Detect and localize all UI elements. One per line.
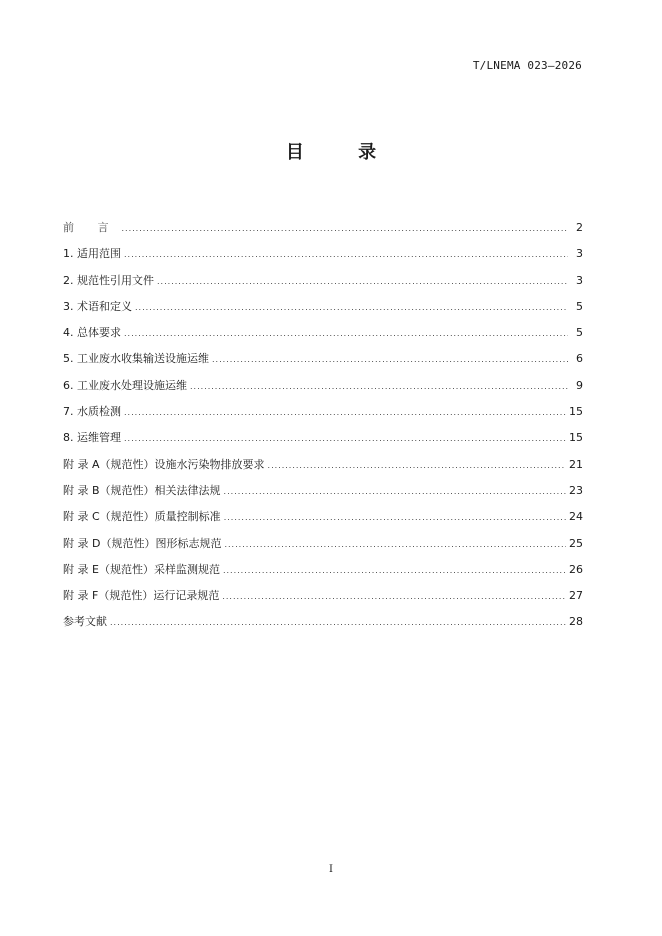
toc-entry-page: 5	[576, 326, 583, 340]
toc-dot-leader	[268, 456, 566, 476]
toc-entry-page: 5	[576, 299, 583, 313]
toc-dot-leader	[124, 245, 568, 265]
toc-entry-appendix-f[interactable]	[63, 586, 583, 612]
toc-dot-leader	[190, 377, 568, 397]
table-of-contents	[63, 218, 583, 639]
toc-dot-leader	[122, 219, 569, 239]
toc-entry-label: 前 言	[63, 221, 119, 234]
toc-entry-page: 3	[576, 247, 583, 261]
toc-entry-page: 23	[569, 483, 583, 497]
toc-entry-page: 6	[576, 352, 583, 366]
toc-entry-treatment-facilities[interactable]	[63, 376, 583, 402]
toc-entry-page: 28	[569, 615, 583, 629]
toc-entry-label: 5. 工业废水收集输送设施运维	[63, 352, 209, 366]
toc-entry-label: 附 录 C（规范性）质量控制标准	[63, 510, 221, 524]
toc-entry-page: 15	[569, 405, 583, 419]
toc-entry-page: 3	[576, 273, 583, 287]
toc-dot-leader	[135, 298, 568, 318]
toc-entry-label: 6. 工业废水处理设施运维	[63, 378, 187, 392]
toc-entry-appendix-e[interactable]	[63, 560, 583, 586]
toc-dot-leader	[224, 508, 566, 528]
toc-entry-page: 27	[569, 589, 583, 603]
toc-entry-label: 4. 总体要求	[63, 326, 121, 340]
toc-entry-appendix-a[interactable]	[63, 455, 583, 481]
toc-entry-label: 附 录 F（规范性）运行记录规范	[63, 589, 220, 603]
toc-entry-label: 1. 适用范围	[63, 247, 121, 261]
toc-entry-label: 3. 术语和定义	[63, 299, 132, 313]
toc-entry-appendix-b[interactable]	[63, 481, 583, 507]
toc-entry-collection-facilities[interactable]	[63, 349, 583, 375]
toc-entry-preface[interactable]	[63, 218, 583, 244]
toc-entry-water-testing[interactable]	[63, 402, 583, 428]
toc-entry-operation-management[interactable]	[63, 428, 583, 454]
toc-entry-label: 附 录 B（规范性）相关法律法规	[63, 483, 221, 497]
toc-entry-page: 2	[576, 221, 583, 234]
toc-entry-scope[interactable]	[63, 244, 583, 270]
toc-entry-general-requirements[interactable]	[63, 323, 583, 349]
page-number: I	[329, 864, 333, 875]
toc-dot-leader	[157, 272, 568, 292]
toc-entry-normative-references[interactable]	[63, 271, 583, 297]
toc-dot-leader	[224, 535, 566, 555]
toc-entry-page: 9	[576, 378, 583, 392]
toc-entry-label: 附 录 A（规范性）设施水污染物排放要求	[63, 457, 265, 471]
toc-dot-leader	[224, 482, 566, 502]
toc-dot-leader	[223, 561, 566, 581]
toc-entry-label: 2. 规范性引用文件	[63, 273, 154, 287]
toc-entry-appendix-d[interactable]	[63, 534, 583, 560]
toc-dot-leader	[124, 324, 568, 344]
toc-entry-label: 附 录 E（规范性）采样监测规范	[63, 562, 220, 576]
toc-entry-label: 附 录 D（规范性）图形标志规范	[63, 536, 222, 550]
toc-entry-label: 8. 运维管理	[63, 431, 121, 445]
toc-entry-page: 24	[569, 510, 583, 524]
toc-entry-label: 7. 水质检测	[63, 405, 121, 419]
toc-entry-page: 26	[569, 562, 583, 576]
page-title: 目 录	[285, 142, 401, 163]
toc-entry-bibliography[interactable]	[63, 612, 583, 638]
toc-entry-appendix-c[interactable]	[63, 507, 583, 533]
toc-entry-page: 21	[569, 457, 583, 471]
toc-entry-terms-definitions[interactable]	[63, 297, 583, 323]
toc-dot-leader	[222, 587, 566, 607]
toc-dot-leader	[110, 613, 566, 633]
toc-dot-leader	[124, 403, 566, 423]
toc-entry-label: 参考文献	[63, 615, 107, 629]
toc-entry-page: 15	[569, 431, 583, 445]
toc-entry-page: 25	[569, 536, 583, 550]
standard-code-header: T/LNEMA 023—2026	[472, 59, 582, 72]
toc-dot-leader	[124, 429, 566, 449]
toc-dot-leader	[212, 350, 568, 370]
